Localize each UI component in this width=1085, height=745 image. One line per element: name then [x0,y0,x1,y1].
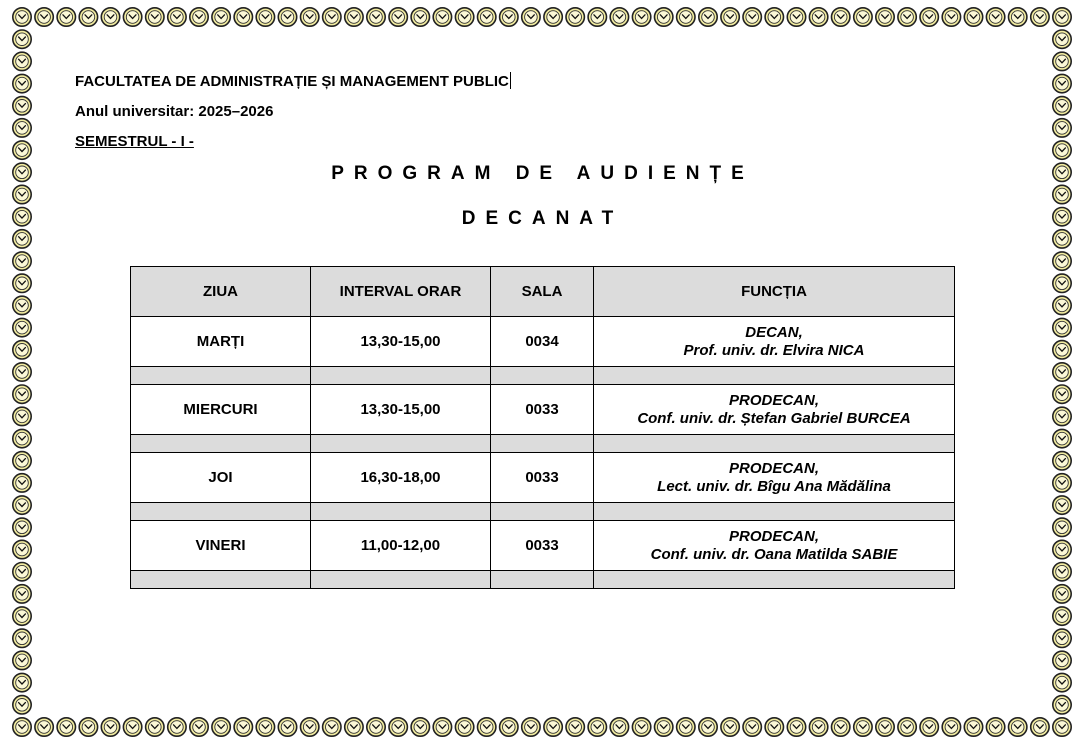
table-row [131,453,955,503]
column-header-function: FUNCȚIA [594,267,955,317]
cell-function [594,385,955,435]
person-name: Lect. univ. dr. Bîgu Ana Mădălina [657,477,891,495]
column-header-room: SALA [491,267,594,317]
column-header-day: ZIUA [131,267,311,317]
cell-room: 0034 [491,317,594,367]
cell-room: 0033 [491,385,594,435]
academic-year: Anul universitar: 2025–2026 [75,103,274,120]
person-name: Conf. univ. dr. Ștefan Gabriel BURCEA [637,409,911,427]
text-cursor [510,72,511,89]
cell-function [594,521,955,571]
cell-room: 0033 [491,453,594,503]
person-name: Conf. univ. dr. Oana Matilda SABIE [650,545,898,563]
document-title: PROGRAM DE AUDIENȚE [331,163,754,184]
cell-interval: 11,00-12,00 [311,521,491,571]
cell-interval: 16,30-18,00 [311,453,491,503]
cell-function [594,317,955,367]
cell-interval: 13,30-15,00 [311,385,491,435]
role-title: PRODECAN, [728,391,819,409]
cell-function [594,453,955,503]
role-title: PRODECAN, [728,527,819,545]
spacer-row [131,367,955,385]
faculty-name: FACULTATEA DE ADMINISTRAȚIE ȘI MANAGEMENT PUBLIC [75,73,509,90]
semester: SEMESTRUL - I - [75,133,194,150]
cell-day: MARȚI [131,317,311,367]
column-header-interval: INTERVAL ORAR [311,267,491,317]
person-name: Prof. univ. dr. Elvira NICA [683,341,865,359]
spacer-row [131,571,955,589]
cell-interval: 13,30-15,00 [311,317,491,367]
document-subtitle: DECANAT [461,208,624,229]
spacer-row [131,435,955,453]
table-header-row [131,267,955,317]
cell-day: JOI [131,453,311,503]
role-title: DECAN, [745,323,803,341]
table-row [131,385,955,435]
cell-room: 0033 [491,521,594,571]
role-title: PRODECAN, [728,459,819,477]
table-row [131,317,955,367]
cell-day: MIERCURI [131,385,311,435]
spacer-row [131,503,955,521]
table-row [131,521,955,571]
cell-day: VINERI [131,521,311,571]
schedule-table [130,266,955,589]
